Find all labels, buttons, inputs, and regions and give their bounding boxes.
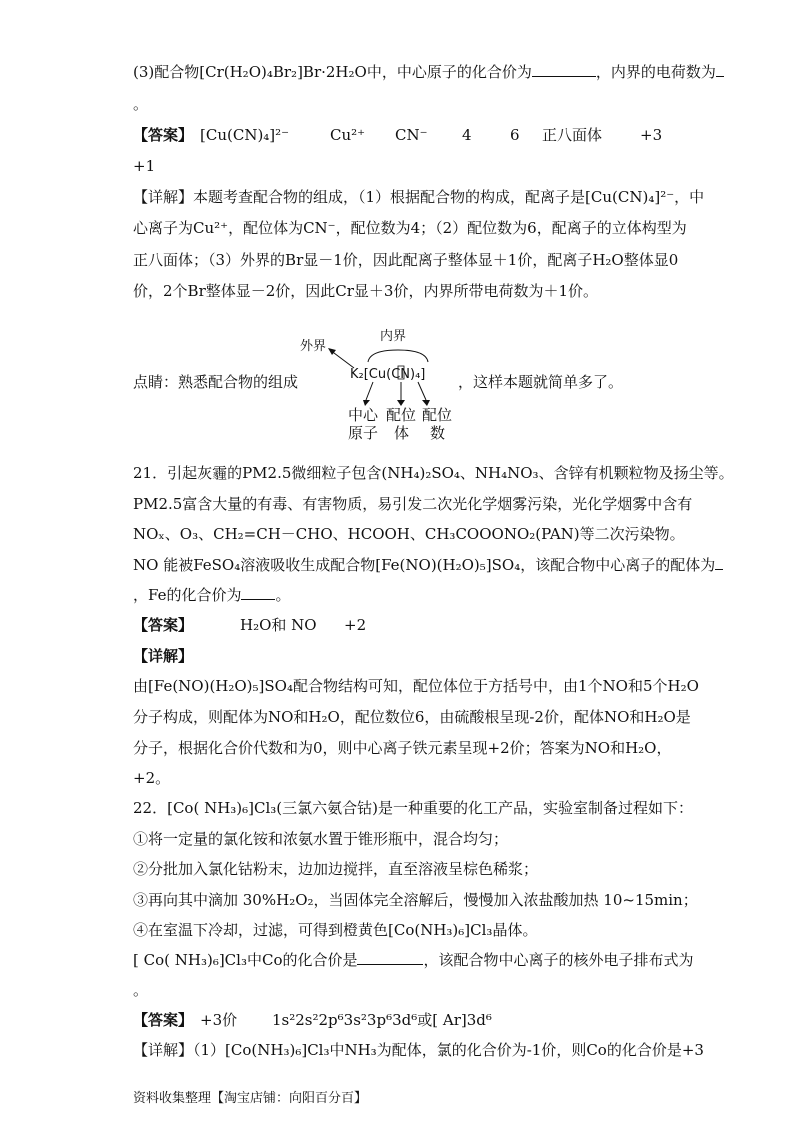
complex-formula: K₂[Cu(CN)₄] xyxy=(350,367,426,382)
q20-detail-line: 正八面体；（3）外界的Br显－1价，因此配离子整体显＋1价，配离子H₂O整体显0 xyxy=(133,251,679,269)
answer-blank xyxy=(357,950,423,965)
answer-blank xyxy=(715,555,723,570)
q21-detail-line: 由[Fe(NO)(H₂O)₅]SO₄配合物结构可知，配位体位于方括号中，由1个NO和5个H₂O xyxy=(133,677,699,695)
answer-item: +1 xyxy=(133,157,156,175)
ligand-label: 配位 xyxy=(386,406,417,424)
answer-item: [Cu(CN)₄]²⁻ xyxy=(200,126,290,144)
q20-part3-formula: [Cr(H₂O)₄Br₂]Br·2H₂O xyxy=(199,63,367,81)
answer-blank xyxy=(241,585,275,600)
q22-step: ④在室温下冷却，过滤，可得到橙黄色[Co(NH₃)₆]Cl₃晶体。 xyxy=(133,921,538,939)
center-atom-label: 中心 xyxy=(348,406,379,424)
q21-line: 21．引起灰霾的PM2.5微细粒子包含(NH₄)₂SO₄、NH₄NO₃、含锌有机颗粒物及扬尘等。 xyxy=(133,464,734,482)
q21-detail-line: 分子构成，则配体为NO和H₂O，配位数位6，由硫酸根呈现-2价，配体NO和H₂O是 xyxy=(133,708,691,726)
answer-item: CN⁻ xyxy=(395,126,428,144)
q20-detail-line: 【详解】本题考查配合物的组成，（1）根据配合物的构成，配离子是[Cu(CN)₄]²⁻，中 xyxy=(133,188,705,206)
q22-step: ①将一定量的氯化铵和浓氨水置于锥形瓶中，混合均匀； xyxy=(133,830,509,848)
q21-detail-line: 分子，根据化合价代数和为0，则中心离子铁元素呈现+2价；答案为NO和H₂O， xyxy=(133,739,672,757)
q21-line: NO 能被FeSO₄溶液吸收生成配合物[Fe(NO)(H₂O)₅]SO₄，该配合物中心离子的配体为 xyxy=(133,555,723,575)
center-atom-label: 原子 xyxy=(348,424,379,440)
answer-item: 正八面体 xyxy=(542,126,603,144)
q21-line: PM2.5富含大量的有毒、有害物质，易引发二次光化学烟雾污染，光化学烟雾中含有 xyxy=(133,495,693,513)
answer-tag: 【答案】 xyxy=(133,616,194,634)
complex-composition-diagram xyxy=(298,328,458,440)
answer-item: +3 xyxy=(640,126,663,144)
q20-part3-line: (3)配合物[Cr(H₂O)₄Br₂]Br·2H₂O中，中心原子的化合价为 ，内界的电荷数为 xyxy=(133,62,724,82)
answer-item: 4 xyxy=(462,126,472,144)
answer-item: +3价 xyxy=(200,1011,238,1029)
answer-blank xyxy=(532,62,596,77)
q22-question: [ Co( NH₃)₆]Cl₃中Co的化合价是 ，该配合物中心离子的核外电子排布式为 xyxy=(133,951,694,969)
answer-blank xyxy=(716,62,724,77)
q20-detail-line: 价，2个Br整体显－2价，因此Cr显＋3价，内界所带电荷数为＋1价。 xyxy=(133,282,599,300)
q20-detail-line: 心离子为Cu²⁺，配位体为CN⁻，配位数为4；（2）配位数为6，配离子的立体构型为 xyxy=(133,219,687,237)
q22-step: ②分批加入氯化钴粉末，边加边搅拌，直至溶液呈棕色稀浆； xyxy=(133,860,539,878)
q22-step: ③再向其中滴加 30%H₂O₂，当固体完全溶解后，慢慢加入浓盐酸加热 10~15min； xyxy=(133,891,698,909)
q20-tip-prefix: 点睛：熟悉配合物的组成 xyxy=(133,373,299,391)
answer-tag: 【答案】 xyxy=(133,126,194,144)
answer-item: +2 xyxy=(344,616,367,634)
q20-tip-suffix: ，这样本题就简单多了。 xyxy=(458,373,624,391)
q20-part3-end: 。 xyxy=(133,95,149,113)
answer-item: 6 xyxy=(510,126,520,144)
inner-sphere-label: 内界 xyxy=(380,329,407,344)
center-arrow xyxy=(366,382,373,400)
answer-item: Cu²⁺ xyxy=(330,126,366,144)
answer-tag: 【答案】 xyxy=(133,1011,194,1029)
q20-part3-label: (3)配合物 xyxy=(133,63,200,81)
outer-sphere-label: 外界 xyxy=(300,339,327,354)
coordination-number-label: 数 xyxy=(430,424,446,440)
q22-line: 22．[Co( NH₃)₆]Cl₃(三氯六氨合钴)是一种重要的化工产品，实验室制备过程如下： xyxy=(133,799,693,817)
coordination-number-label: 配位 xyxy=(422,406,453,424)
page-footer: 资料收集整理【淘宝店铺：向阳百分百】 xyxy=(133,1091,368,1106)
q22-detail-line: 【详解】（1）[Co(NH₃)₆]Cl₃中NH₃为配体，氯的化合价为-1价，则Co的化合价是+3 xyxy=(133,1041,704,1059)
inner-sphere-brace xyxy=(368,350,428,362)
ligand-label: 体 xyxy=(394,424,410,440)
detail-tag: 【详解】 xyxy=(133,647,194,665)
q21-line: ，Fe的化合价为 。 xyxy=(133,586,291,604)
q21-detail-line: +2。 xyxy=(133,769,171,787)
q21-line: NOₓ、O₃、CH₂=CH－CHO、HCOOH、CH₃COOONO₂(PAN)等二次污染物。 xyxy=(133,525,685,543)
answer-item: H₂O和 NO xyxy=(240,616,317,634)
q22-question-end: 。 xyxy=(133,981,149,999)
number-arrow xyxy=(418,382,426,400)
answer-item: 1s²2s²2p⁶3s²3p⁶3d⁶或[ Ar]3d⁶ xyxy=(272,1011,492,1029)
